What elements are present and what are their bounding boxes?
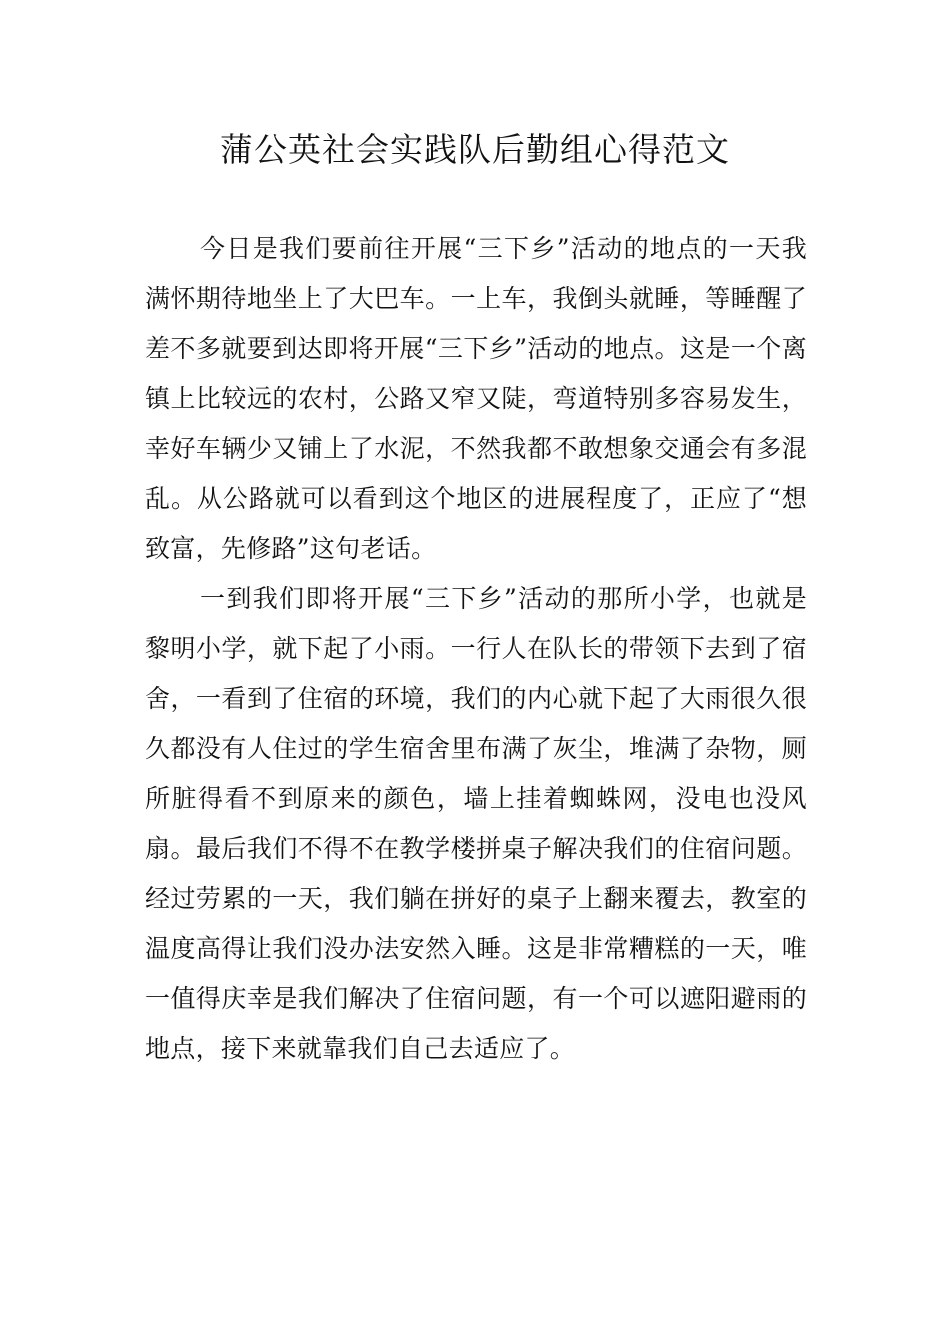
paragraph-1: 今日是我们要前往开展“三下乡”活动的地点的一天我满怀期待地坐上了大巴车。一上车，我倒头就睡，等睡醒了差不多就要到达即将开展“三下乡”活动的地点。这是一个离镇上比较远的农村，公路又窄又陡，弯道特别多容易发生，幸好车辆少又铺上了水泥，不然我都不敢想象交通会有多混乱。从公路就可以看到这个地区的进展程度了，正应了“想致富，先修路”这句老话。 xyxy=(145,234,807,563)
document-body xyxy=(145,224,807,1074)
document-title: 蒲公英社会实践队后勤组心得范文 xyxy=(220,130,730,169)
paragraph-2: 一到我们即将开展“三下乡”活动的那所小学，也就是黎明小学，就下起了小雨。一行人在队长的带领下去到了宿舍，一看到了住宿的环境，我们的内心就下起了大雨很久很久都没有人住过的学生宿舍里布满了灰尘，堆满了杂物，厕所脏得看不到原来的颜色，墙上挂着蜘蛛网，没电也没风扇。最后我们不得不在教学楼拼桌子解决我们的住宿问题。经过劳累的一天，我们躺在拼好的桌子上翻来覆去，教室的温度高得让我们没办法安然入睡。这是非常糟糕的一天，唯一值得庆幸是我们解决了住宿问题，有一个可以遮阳避雨的地点，接下来就靠我们自己去适应了。 xyxy=(145,584,807,1063)
